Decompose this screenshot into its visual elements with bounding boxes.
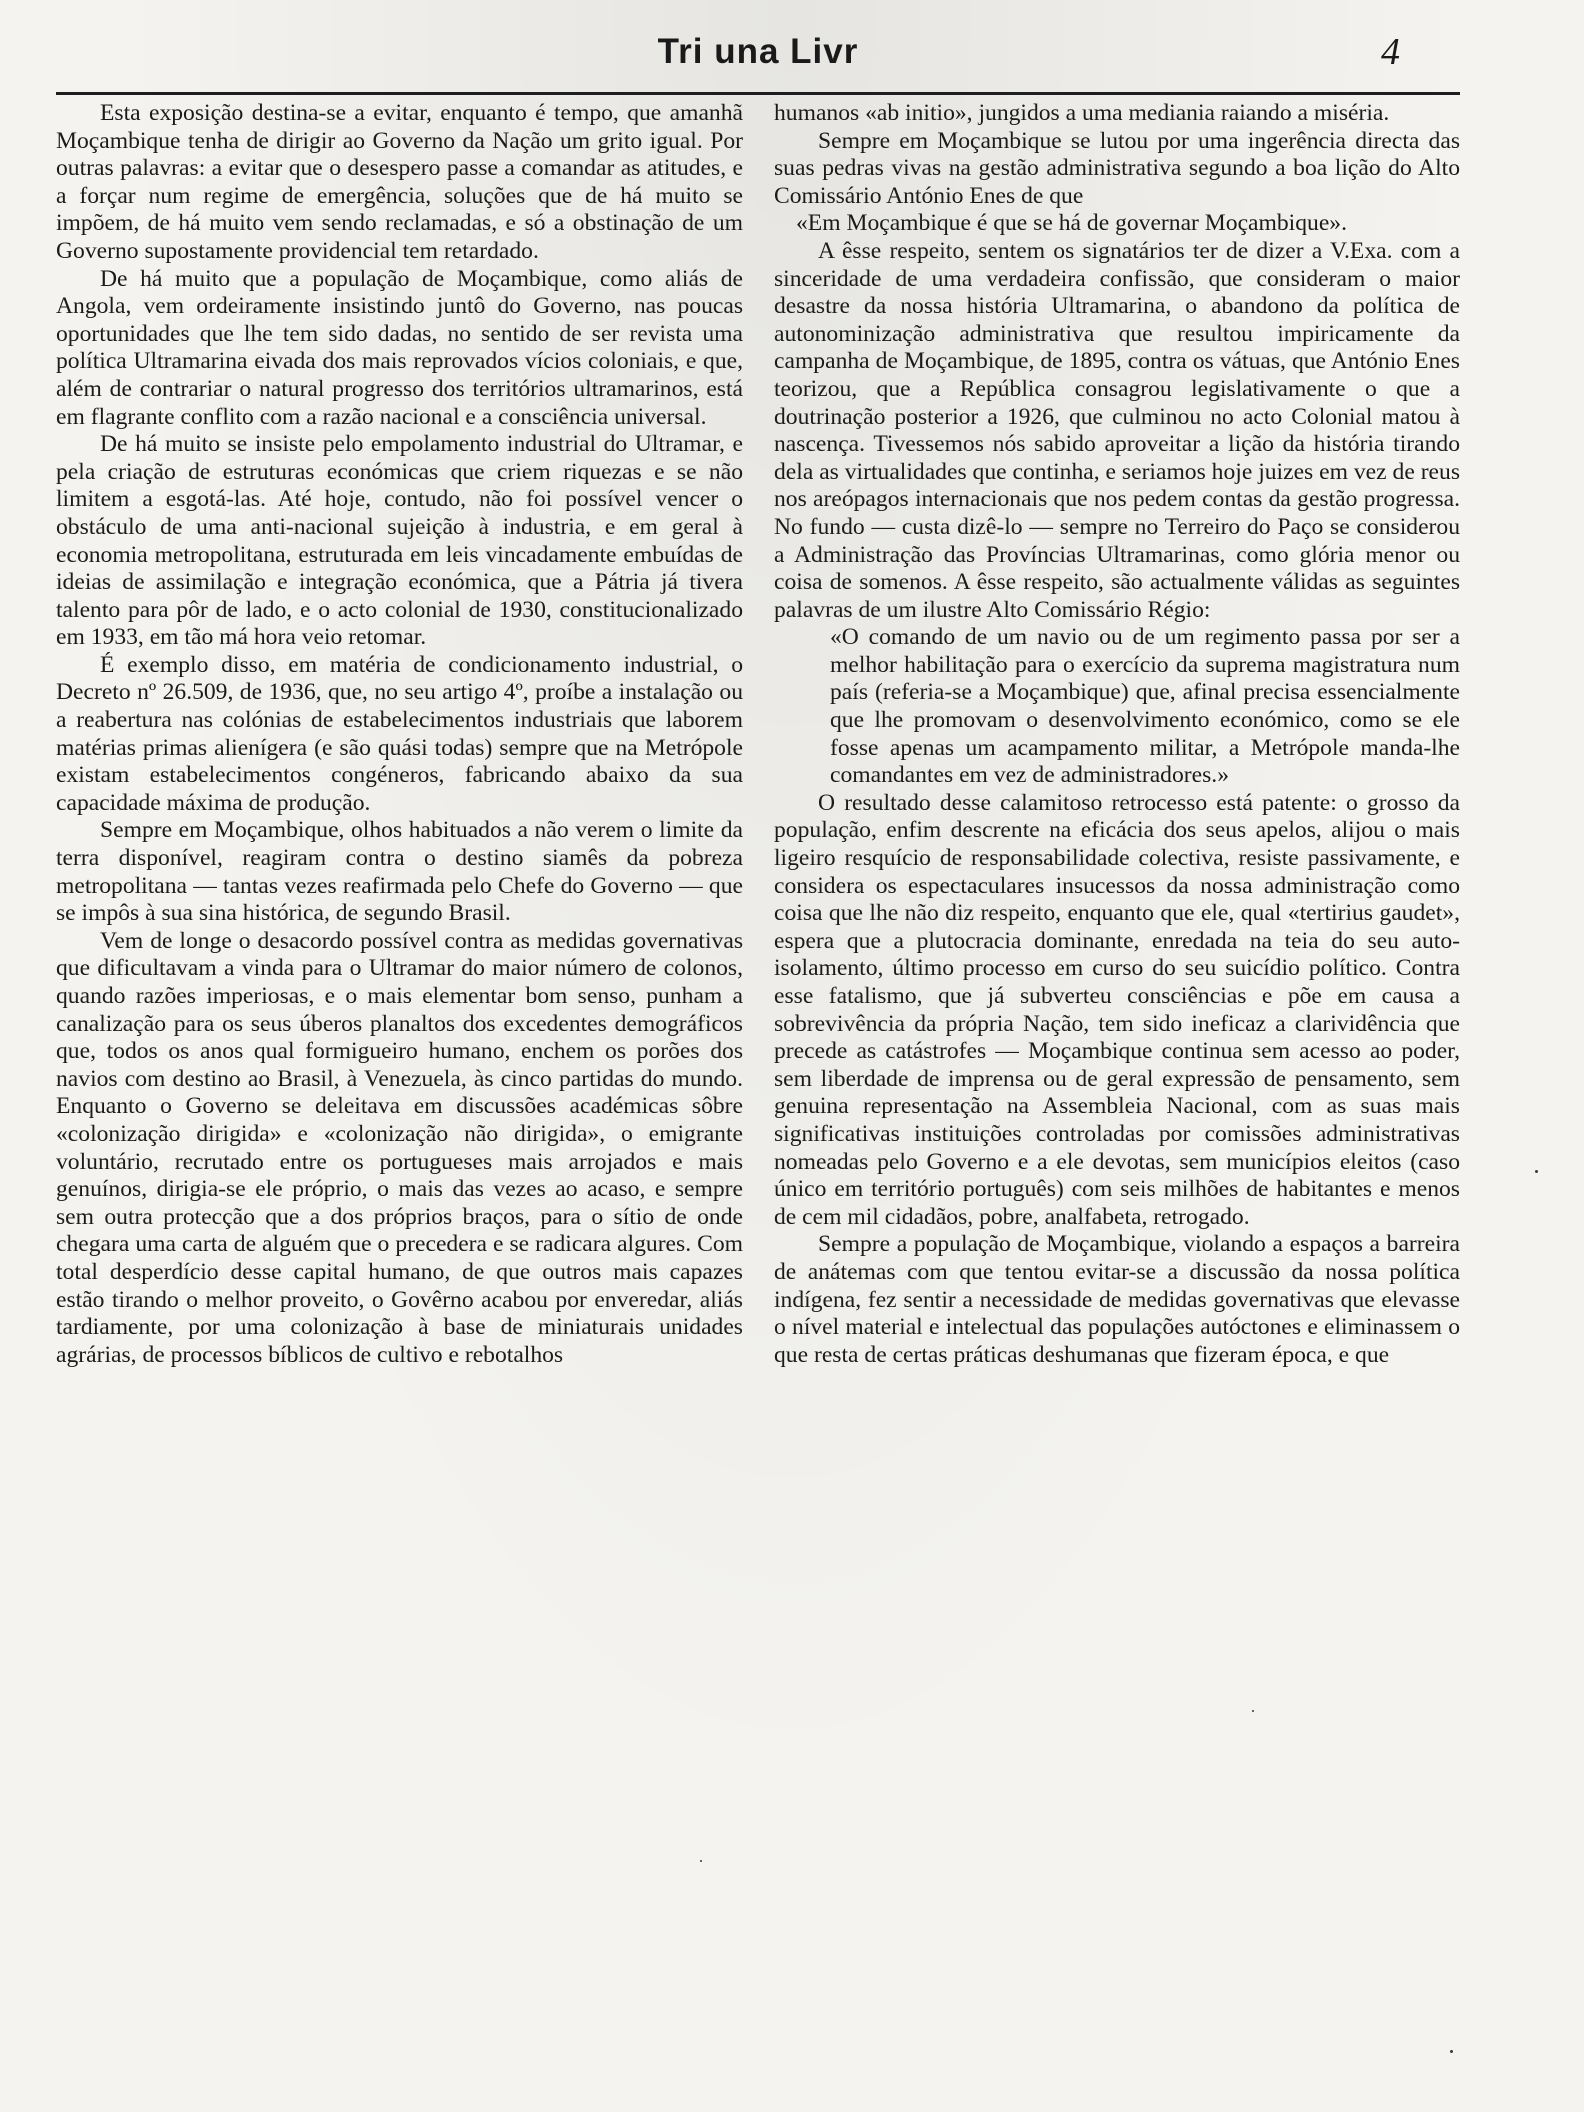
ink-speck: [1535, 1170, 1538, 1173]
masthead: Tri una Livr: [657, 32, 859, 71]
left-column: [56, 100, 743, 1369]
paragraph: A êsse respeito, sentem os signatários ter de dizer a V.Exa. com a sinceridade de uma verdadeira confissão, que consideram o maior desastre da nossa história Ultramarina, o abandono da política de autonominização administrativa que resultou impiricamente da campanha de Moçambique, de 1895, contra os vátuas, que António Enes teorizou, que a República consagrou legislativamente o que a doutrinação posterior a 1926, que culminou no acto Colonial matou à nascença. Tivessemos nós sabido aproveitar a lição da história tirando dela as virtualidades que continha, e seriamos hoje juizes em vez de reus nos areópagos internacionais que nos pedem contas da gestão progressa. No fundo — custa dizê-lo — sempre no Terreiro do Paço se considerou a Administração das Províncias Ultramarinas, como glória menor ou coisa de somenos. A êsse respeito, são actualmente válidas as seguintes palavras de um ilustre Alto Comissário Régio:: [774, 237, 1460, 623]
block-quotation: «O comando de um navio ou de um regimento passa por ser a melhor habilitação para o exercício da suprema magistratura num país (referia-se a Moçambique) que, afinal precisa essencialmente que lhe promovam o desenvolvimento económico, como se ele fosse apenas um acampamento militar, a Metrópole manda-lhe comandantes em vez de administradores.»: [830, 624, 1460, 789]
paragraph: De há muito que a população de Moçambique, como aliás de Angola, vem ordeiramente insistindo juntô do Governo, nas poucas oportunidades que lhe tem sido dadas, no sentido de ser revista uma política Ultramarina eivada dos mais reprovados vícios coloniais, e que, além de contrariar o natural progresso dos territórios ultramarinos, está em flagrante conflito com a razão nacional e a consciência universal.: [56, 265, 743, 430]
paragraph: Sempre em Moçambique se lutou por uma ingerência directa das suas pedras vivas na gestão administrativa segundo a boa lição do Alto Comissário António Enes de que: [774, 127, 1460, 209]
right-column: [774, 100, 1460, 1369]
ink-speck: [1252, 1710, 1254, 1712]
paragraph: Sempre a população de Moçambique, violando a espaços a barreira de anátemas com que tentou evitar-se a discussão da nossa política indígena, fez sentir a necessidade de medidas governativas que elevasse o nível material e intelectual das populações autóctones e eliminassem o que resta de certas práticas deshumanas que fizeram época, e que: [774, 1231, 1460, 1368]
page-header: [56, 28, 1460, 90]
paragraph: De há muito se insiste pelo empolamento industrial do Ultramar, e pela criação de estruturas económicas que criem riquezas e se não limitem a esgotá-las. Até hoje, contudo, não foi possível vencer o obstáculo de uma anti-nacional sujeição à industria, e em geral à economia metropolitana, estruturada em leis vincadamente embuídas de ideias de assimilação e integração económica, que a Pátria já tivera talento para pôr de lado, e o acto colonial de 1930, constitucionalizado em 1933, em tão má hora veio retomar.: [56, 431, 743, 651]
paragraph-continuation: humanos «ab initio», jungidos a uma mediania raiando a miséria.: [774, 100, 1390, 126]
quotation: «Em Moçambique é que se há de governar Moçambique».: [796, 210, 1347, 237]
ink-speck: [700, 1860, 702, 1862]
paragraph: É exemplo disso, em matéria de condicionamento industrial, o Decreto nº 26.509, de 1936, que, no seu artigo 4º, proíbe a instalação ou a reabertura nas colónias de estabelecimentos industriais que laborem matérias primas alienígera (e são quási todas) sempre que na Metrópole existam estabelecimentos congéneros, fabricando abaixo da sua capacidade máxima de produção.: [56, 651, 743, 816]
paragraph: Sempre em Moçambique, olhos habituados a não verem o limite da terra disponível, reagiram contra o destino siamês da pobreza metropolitana — tantas vezes reafirmada pelo Chefe do Governo — que se impôs à sua sina histórica, de segundo Brasil.: [56, 817, 743, 927]
header-rule: [56, 92, 1460, 95]
ink-speck: [1450, 2050, 1453, 2053]
page-number: 4: [1381, 31, 1400, 73]
paragraph: Vem de longe o desacordo possível contra as medidas governativas que dificultavam a vinda para o Ultramar do maior número de colonos, quando razões imperiosas, e o mais elementar bom senso, punham a canalização para os seus úberos planaltos dos excedentes demográficos que, todos os anos qual formigueiro humano, enchem os porões dos navios com destino ao Brasil, à Venezuela, às cinco partidas do mundo. Enquanto o Governo se deleitava em discussões académicas sôbre «colonização dirigida» e «colonização não dirigida», o emigrante voluntário, recrutado entre os portugueses mais arrojados e mais genuínos, dirigia-se ele próprio, o mais das vezes ao acaso, e sempre sem outra protecção que a dos próprios braços, para o sítio de onde chegara uma carta de alguém que o precedera e se radicara algures. Com total desperdício desse capital humano, de que outros mais capazes estão tirando o melhor proveito, o Govêrno acabou por enveredar, aliás tardiamente, por uma colonização à base de miniaturais unidades agrárias, de processos bíblicos de cultivo e rebotalhos: [56, 927, 743, 1368]
paragraph: O resultado desse calamitoso retrocesso está patente: o grosso da população, enfim descrente na eficácia dos seus apelos, alijou o mais ligeiro resquício de responsabilidade colectiva, resiste passivamente, e considera os espectaculares insucessos da nossa administração como coisa que lhe não diz respeito, enquanto que ele, qual «tertirius gaudet», espera que a plutocracia dominante, enredada na teia do seu auto-isolamento, último processo em curso do seu suicídio político. Contra esse fatalismo, que já subverteu consciências e põe em causa a sobrevivência da própria Nação, tem sido ineficaz a clarividência que precede as catástrofes — Moçambique continua sem acesso ao poder, sem liberdade de imprensa ou de geral expressão de pensamento, sem genuina representação na Assembleia Nacional, com as suas mais significativas instituições controladas por comissões administrativas nomeadas pelo Governo e a ele devotas, sem municípios eleitos (caso único em território português) com seis milhões de habitantes e menos de cem mil cidadãos, pobre, analfabeta, retrogado.: [774, 789, 1460, 1230]
paragraph: Esta exposição destina-se a evitar, enquanto é tempo, que amanhã Moçambique tenha de dirigir ao Governo da Nação um grito igual. Por outras palavras: a evitar que o desespero passe a comandar as atitudes, e a forçar num regime de emergência, soluções que de há muito se impõem, de há muito vem sendo reclamadas, e só a obstinação de um Governo supostamente providencial tem retardado.: [56, 100, 743, 264]
